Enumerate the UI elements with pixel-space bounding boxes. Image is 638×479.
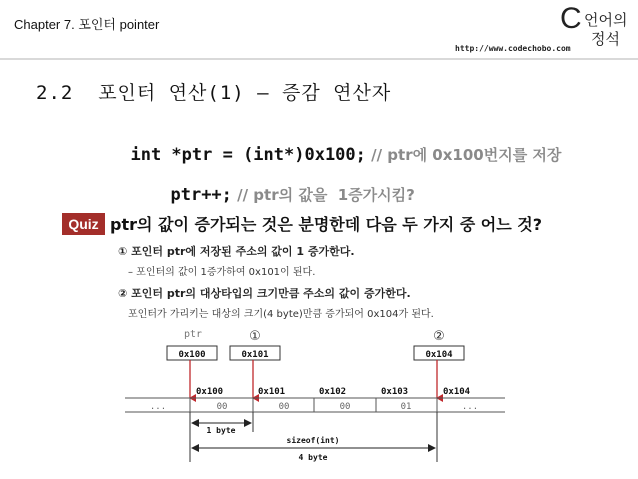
quiz-option-1-detail: – 포인터의 값이 1증가하여 0x101이 된다. (128, 267, 316, 278)
memory-cell: ... (149, 402, 167, 412)
ptr-label: ptr (183, 329, 203, 340)
code-comment: // ptr의 값을 1증가시킴? (231, 186, 415, 204)
address-label: 0x103 (381, 387, 409, 397)
logo-text-bottom: 정석 (591, 30, 620, 48)
logo-letter: C (560, 2, 582, 35)
address-label: 0x104 (443, 387, 471, 397)
chapter-title: Chapter 7. 포인터 pointer (14, 17, 160, 32)
logo-text-top: 언어의 (584, 11, 628, 29)
memory-cell: 00 (278, 402, 290, 412)
quiz-option-2-detail: 포인터가 가리키는 대상의 크기(4 byte)만큼 증가되어 0x104가 된다. (128, 309, 434, 320)
code-comment: // ptr에 0x100번지를 저장 (365, 146, 562, 164)
address-label: 0x100 (196, 387, 224, 397)
option-1-box-value: 0x101 (241, 350, 269, 360)
memory-cell: 01 (400, 402, 412, 412)
quiz-question: ptr의 값이 증가되는 것은 분명한데 다음 두 가지 중 어느 것? (110, 215, 543, 234)
quiz-option-2: ② 포인터 ptr의 대상타입의 크기만큼 주소의 값이 증가한다. (118, 287, 411, 300)
marker-2: ② (433, 329, 445, 344)
code-text: int *ptr = (int*)0x100; (130, 145, 366, 165)
quiz-option-1: ① 포인터 ptr에 저장된 주소의 값이 1 증가한다. (118, 245, 355, 258)
sizeof-label: sizeof(int) (286, 436, 340, 445)
option-2-box-value: 0x104 (425, 350, 453, 360)
code-text: ptr++; (170, 185, 232, 205)
memory-cell: 00 (216, 402, 228, 412)
quiz-badge: Quiz (62, 213, 105, 235)
four-byte-label: 4 byte (298, 453, 328, 462)
address-label: 0x102 (319, 387, 347, 397)
slide-title: 2.2 포인터 연산(1) – 증감 연산자 (36, 82, 392, 104)
memory-cell: 00 (339, 402, 351, 412)
marker-1: ① (249, 329, 261, 344)
address-label: 0x101 (258, 387, 286, 397)
ptr-box-value: 0x100 (178, 350, 206, 360)
site-url: http://www.codechobo.com (455, 44, 571, 53)
memory-cell: ... (461, 402, 479, 412)
one-byte-label: 1 byte (206, 426, 236, 435)
